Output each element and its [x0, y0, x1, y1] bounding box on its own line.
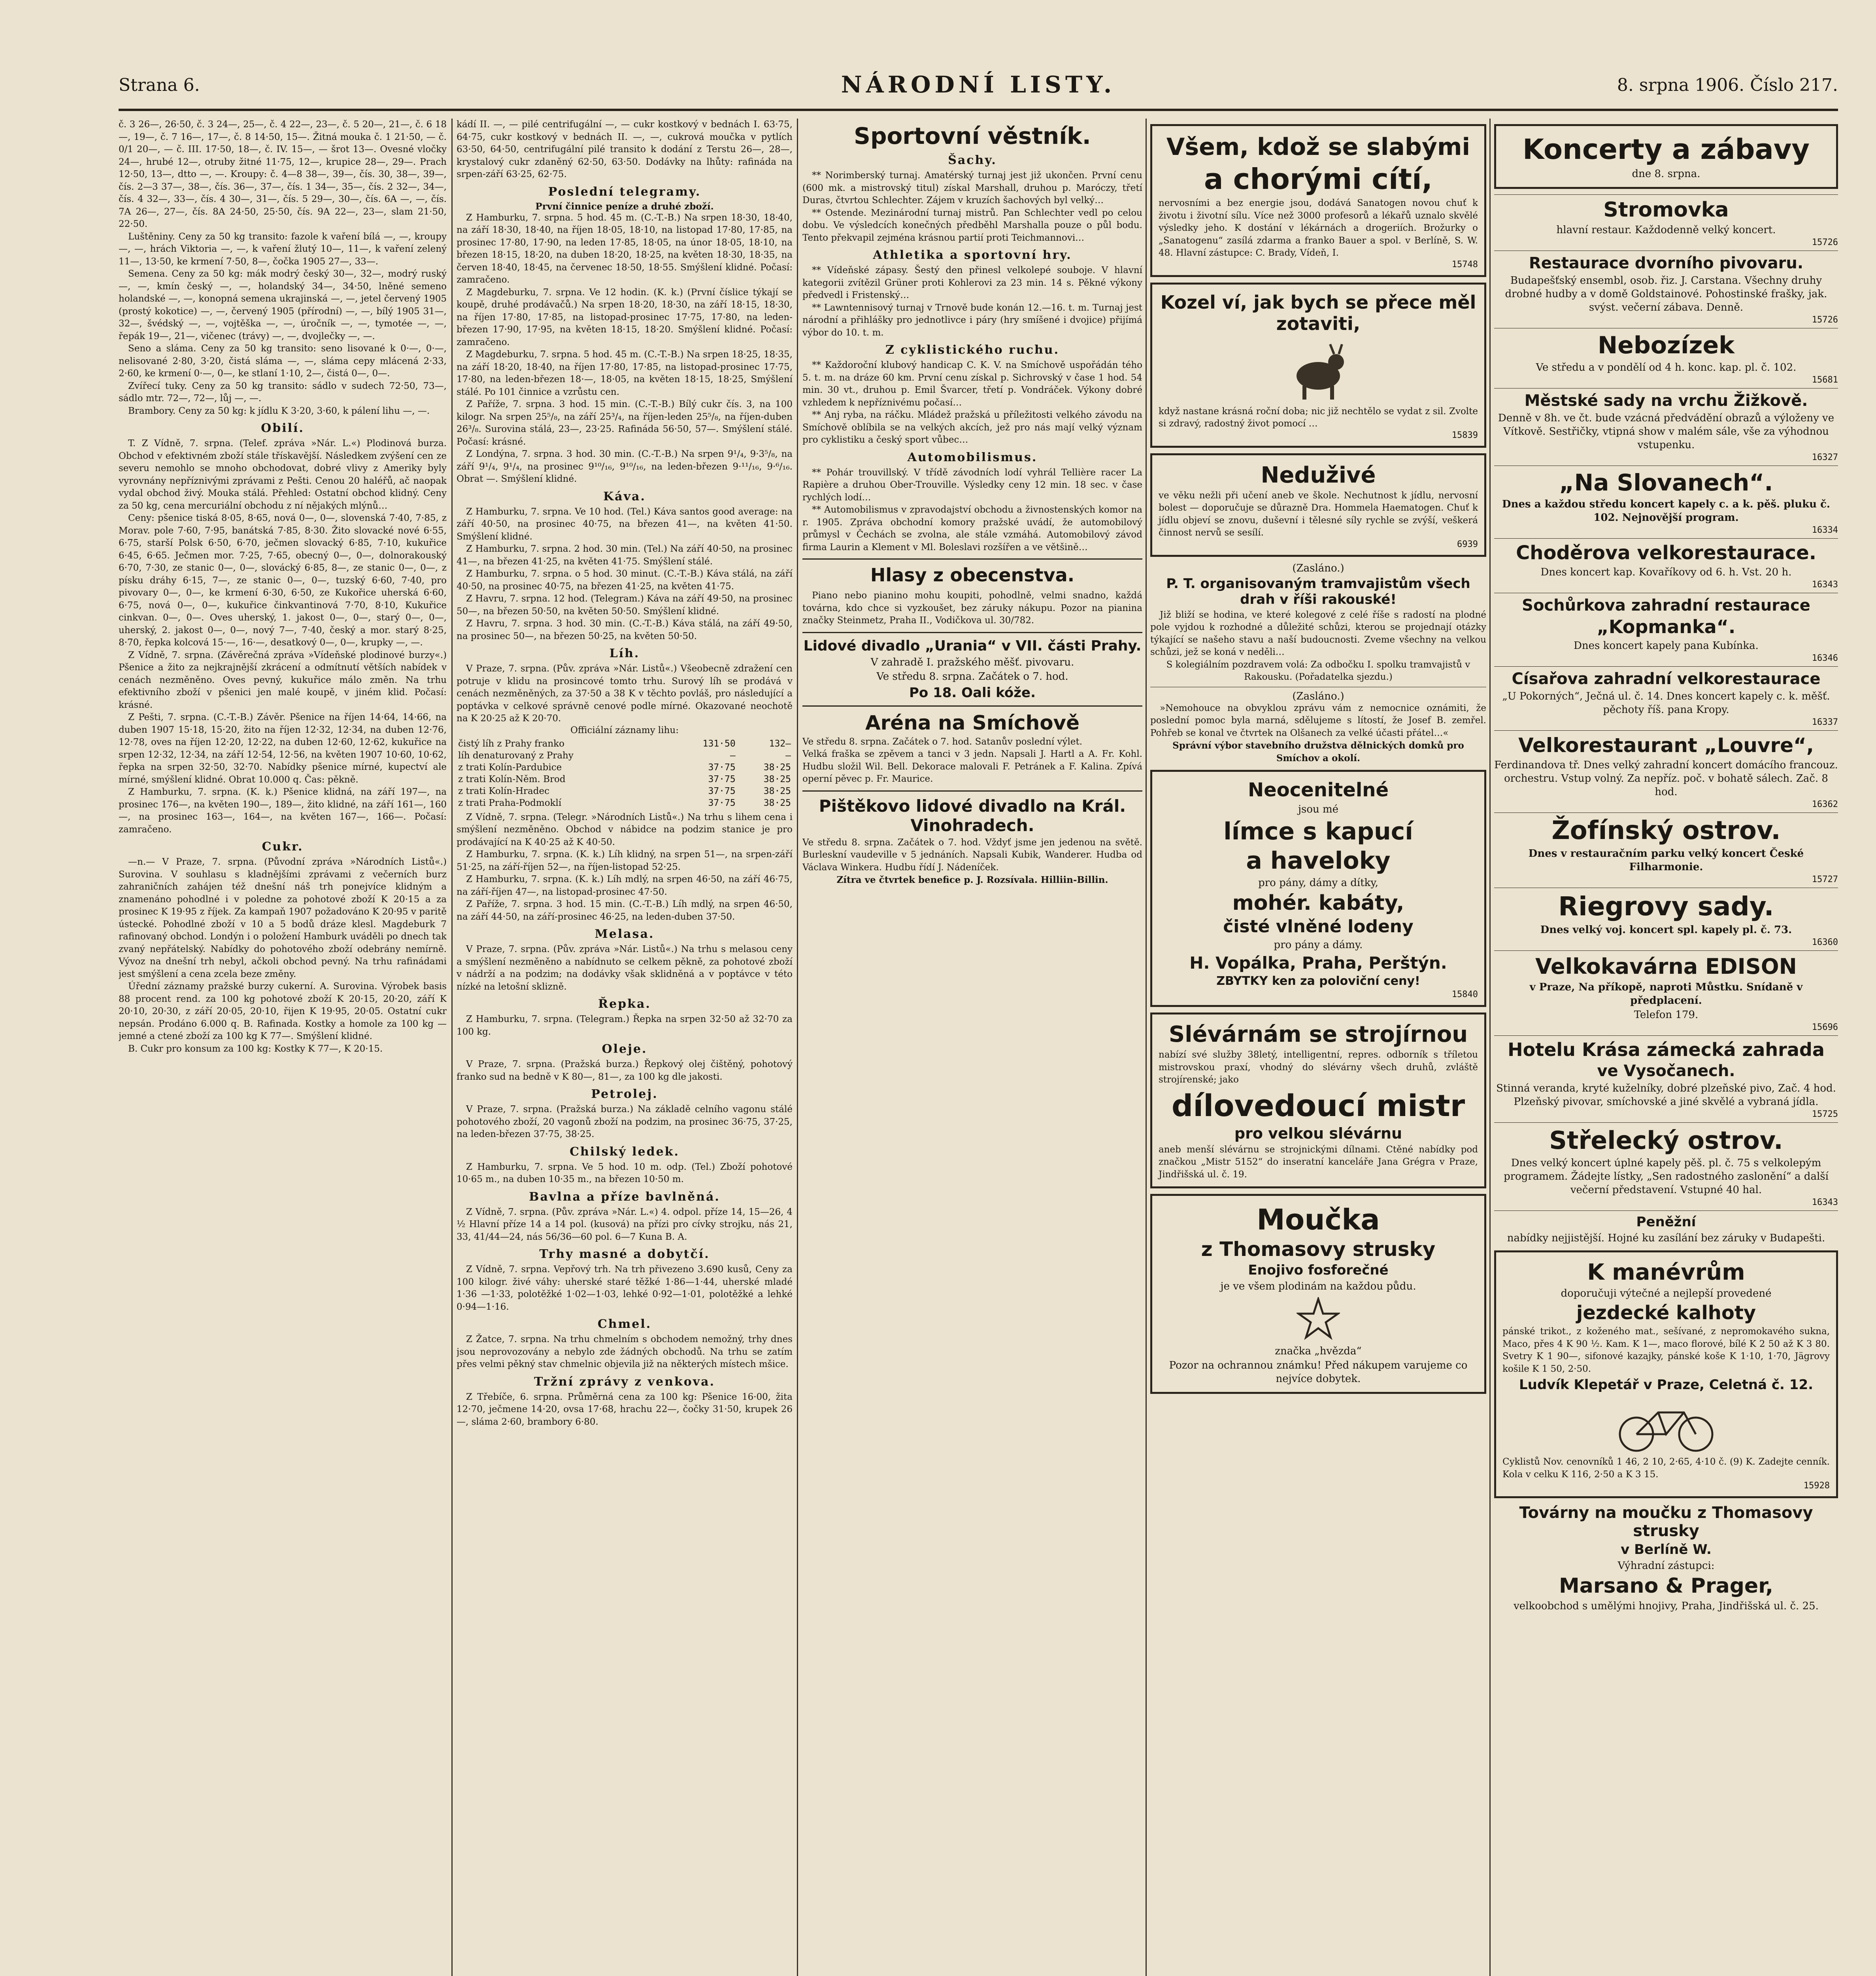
spirits-price: 131·50	[702, 738, 736, 749]
ad-big: dílovedoucí mistr	[1171, 1088, 1465, 1123]
athletics-2: ** Lawntennisový turnaj v Trnově bude konán 12.—16. t. m. Turnaj jest národní a přihlášky pro jednotlivce i páry (hry smíšené i dvojice) přijímá výbor do 10. t. m.	[802, 302, 1142, 338]
spirits-origin: z trati Kolín-Hradec	[458, 786, 549, 796]
venue-text: Dnes velký koncert úplné kapely pěš. pl. č. 75 s velkolepým programem. Žádejte lístky, „Sen radostného zaslonění“ a další večerní představení. Vstupné 40 hal.	[1504, 1157, 1829, 1196]
divider	[1494, 730, 1838, 731]
concerts-date: dne 8. srpna.	[1632, 168, 1700, 180]
masthead-rule	[119, 109, 1838, 111]
section-heading: Řepka.	[598, 997, 651, 1011]
spirits-origin: z trati Kolín-Pardubice	[458, 762, 562, 773]
venue-text: Denně v 8h. ve čt. bude vzácná předvádění obrazů a výloženy ve Vítkově. Sestřičky, vtipná show v malém sále, vše za výhodnou vstupenku.	[1498, 412, 1834, 451]
ad-title: Neduživé	[1261, 462, 1376, 488]
section-heading: Chilský ledek.	[570, 1144, 679, 1159]
spirits-table	[457, 738, 793, 809]
venue-title: Nebozízek	[1597, 332, 1735, 359]
ad-line: a haveloky	[1246, 847, 1391, 875]
ad-text: nervosními a bez energie jsou, dodává Sanatogen novou chuť k životu i životní sílu. Více než 3000 profesorů a lékařů uznalo skvělé výsledky jeho. K dostání v lékárnách a drogeriích. Brožurky o „Sanatogenu“ zasílá zdarma a franko Bauer a spol. v Berlíně, S. W. 48. Hlavní zástupce: C. Brady, Vídeň, I.	[1159, 198, 1478, 258]
venue-text: Ferdinandova tř. Dnes velký zahradní koncert domácího francouz. orchestru. Vstup volný. Za nepříz. poč. v bohatě sálech. Zač. 8 hod.	[1494, 759, 1838, 798]
ad-number: 15840	[1451, 990, 1478, 999]
ad-text: nabízí své služby 38letý, intelligentní, repres. odborník s tříletou mistrovskou praxí, vhodný do slévárny všech druhů, zvláště strojírenské; jako	[1159, 1050, 1478, 1085]
ad-text: je ve všem plodinám na každou půdu.	[1220, 1280, 1416, 1292]
hommel-ad	[1150, 453, 1486, 557]
cattle-market: Z Vídně, 7. srpna. Vepřový trh. Na trh přivezeno 3.690 kusů, Ceny za 100 kilogr. živé váhy: uherské staré těžké 1·86—1·44, uherské mladé 1·36 —1·33, polotěžké 1·02—1·03, lehké 0·92—1·01, polotěžké a lehké 0·94—1·16.	[457, 1264, 793, 1312]
ad-title: Všem, kdož se slabými	[1166, 133, 1470, 161]
notice-sign: Správní výbor stavebního družstva dělnických domků pro Smíchov a okolí.	[1172, 740, 1464, 764]
ad-sub: jezdecké kalhoty	[1576, 1302, 1756, 1324]
divider	[1494, 1210, 1838, 1211]
spirits-row	[457, 797, 793, 809]
cotton: Z Vídně, 7. srpna. (Pův. zpráva »Nár. L.«) 4. odpol. příze 14, 15—26, 4 ½ Hlavní příze 14 a 14 pol. (kusová) na přízi pro cívky strojku, nás 21, 33, 41/44—24, nás 56/36—60 pol. 6—7 Kuna B. A.	[457, 1207, 793, 1242]
flour-prices: č. 3 26—, 26·50, č. 3 24—, 25—, č. 4 22—, 23—, č. 5 20—, 21—, č. 6 18—, 19—, č. 7 16—, 17—, č. 8 14·50, 15—. Žitná mouka č. 1 21·50, — č. 0/1 20—, — č. III. 17·50, 18—, č. IV. 15—, — šrot 13—. Ovesné vločky 24—, hrubé 12—, otruby žitné 11·75, 12—, krupice 28—, 29—. Prach 12·50, 13—, dtto —, —. Kroupy: č. 4—8 38—, 39—, čís. 30, 38—, 39—, čís. 2—3 37—, 38—, čís. 36—, 37—, čís. 1 34—, 35—, čís. 2 32—, 34—, čís. 4 32—, 33—, čís. 4 30—, 31—, čís. 5 29—, 30—, čís. 6A —, —, čís. 7A 26—, 27—, čís. 8A 24·50, 25·50, čís. 9A 22—, 23—, slam 21·50, 22·50.	[119, 119, 447, 229]
hay-prices: Seno a sláma. Ceny za 50 kg transito: seno lisované k 0·—, 0·—, nelisované 2·80, 3·20, čistá sláma —, —, sláma cepy mlácená 2·33, 2·60, ke krmení 0·—, 0—, ke stlaní 1·10, 2—, čistá 0—, 0—.	[119, 343, 447, 379]
ad-list: pánské trikot., z koženého mat., sešívané, z nepromokavého sukna, Maco, přes 4 K 90 ½. Kam. K 1—, maco florové, bílé K 2 50 až K 3 80. Svetry K 1 90—, sifonové kazajky, pánské koše K 1·10, 1·70, Jägrovy košile K 1 50, 2·50.	[1502, 1326, 1830, 1374]
section-heading: Šachy.	[948, 153, 997, 167]
ad-sign: Ludvík Klepetář v Praze, Celetná č. 12.	[1519, 1377, 1814, 1393]
section-heading: Káva.	[603, 489, 646, 503]
page-number: Strana 6.	[119, 75, 200, 95]
letters-heading: Hlasy z obecenstva.	[870, 564, 1075, 586]
pistek-heading: Pištěkovo lidové divadlo na Král. Vinohradech.	[819, 796, 1126, 835]
column-sport	[802, 119, 1142, 1976]
spirits-row	[457, 738, 793, 750]
ad-note: Pozor na ochrannou známku! Před nákupem varujeme co nejvíce dobytek.	[1169, 1359, 1468, 1385]
divider	[1494, 950, 1838, 951]
spirits-row	[457, 773, 793, 785]
theatre-date: Ve středu 8. srpna. Začátek o 7. hod.	[876, 670, 1068, 683]
ad-number: 6939	[1457, 539, 1478, 549]
factory-agent: Marsano & Prager,	[1559, 1574, 1773, 1598]
arena-date: Ve středu 8. srpna. Začátek o 7. hod. Satanův poslední výlet.	[802, 736, 1083, 747]
spirits-price: 37·75	[708, 774, 736, 784]
grain-prices: Ceny: pšenice tiská 8·05, 8·65, nová 0—, 0—, slovenská 7·40, 7·85, z Morav. pole 7·60, 7·95, banátská 7·85, 8·30. Žito slovacké nové 6·55, 6·75, starší Polsk 6·50, 6·70, ječmen slovacký 6·85, 7·10, kukuřice 6·45, 6·65. Ječmen mor. 7·25, 7·65, obecný 0—, 0—, dolnorakouský 6·70, 7·30, ze stanic 0—, 0—, slovácký 6·85, 8—, ze stanic 0—, 0—, z písku dráhy 6·15, 7—, ze stanic 0—, 0—, tuzský 6·60, 7·40, pro pivovary 0—, 0—, ke krmení 6·30, 6·50, ze Kukořice uherská 6·60, 6·75, nová 0—, 0—, kukuřice činkvantinová 7·70, 8·10, Kukuřice cinkvan. 0—, 0—. Oves uherský, 1. jakost 0—, 0—, starý 0—, 0—, uherský, 2. jakost 0—, 0—, nový 7—, 7·40, český a mor. starý 8·25, 8·70, řepka kolcová 15·—, 16·—, desatkový 0—, 0—, krupky —, —.	[119, 513, 447, 648]
factory-label: Výhradní zástupci:	[1617, 1560, 1715, 1572]
theatre-venue: V zahradě I. pražského měšť. pivovaru.	[870, 656, 1074, 668]
arena-heading: Aréna na Smíchově	[865, 711, 1080, 734]
venue-number: 15681	[1812, 375, 1838, 385]
subheading: První činnice peníze a druhé zboží.	[535, 201, 714, 212]
manoeuvre-ad	[1494, 1250, 1838, 1498]
sent-in-label: (Zasláno.)	[1292, 562, 1344, 574]
venue-title: Velkorestaurant „Louvre“,	[1518, 734, 1814, 757]
goat-illustration-icon	[1287, 338, 1350, 402]
ad-number: 15748	[1451, 259, 1478, 270]
venue-number: 15727	[1812, 875, 1838, 884]
ad-text: když nastane krásná roční doba; nic již nechtělo se vydat z sil. Zvolte si zdravý, radostný život pomocí …	[1159, 406, 1478, 429]
rapeseed: Z Hamburku, 7. srpna. (Telegram.) Řepka na srpen 32·50 až 32·70 za 100 kg.	[457, 1014, 793, 1037]
spirits-price: 38·25	[763, 798, 791, 808]
divider	[1494, 538, 1838, 539]
newspaper-title: NÁRODNÍ LISTY.	[841, 71, 1116, 98]
spirits-price: 37·75	[708, 786, 736, 796]
hamburg-sugar: Z Hamburku, 7. srpna. 5 hod. 45 m. (C.-T.-B.) Na srpen 18·30, 18·40, na září 18·30, 18·40, na říjen 18·05, 18·10, na listopad 17·80, 17·85, na prosinec 17·80, 17·90, na leden 17·85, 18·05, na únor 18·05, 18·10, na březen 18·15, 18·20, na duben 18·20, 18·25, na květen 18·30, 18·35, na červen 18·40, 18·45, na červenec 18·50, 18·55. Smýšlení klidné. Počasí: zamračeno.	[457, 212, 793, 285]
column-rule	[451, 119, 453, 1976]
ad-title: Neocenitelné	[1248, 779, 1389, 801]
venue-number: 16343	[1812, 1197, 1838, 1207]
masthead	[119, 71, 1838, 103]
section-heading: Automobilismus.	[907, 450, 1038, 464]
cycling-1: ** Každoroční klubový handicap C. K. V. na Smíchově uspořádán tého 5. t. m. na dráze 60 km. První cenu získal p. Sichrovský v čase 1 hod. 54 min. 30 vt., druhou p. Emil Švarcer, třetí p. Vondráček. Výkony dobré vzhledem k nepříznivému počasí…	[802, 360, 1142, 408]
concerts-box	[1494, 124, 1838, 189]
venue-number: 16334	[1812, 525, 1838, 535]
column-telegrams	[457, 119, 793, 1976]
spirits-vienna: Z Vídně, 7. srpna. (Telegr. »Národních Listů«.) Na trhu s lihem cena i smýšlení nezměněno. Obchod v nábidce na podzim stanice je pro prodávající na K 40·25 až K 40·50.	[457, 812, 793, 847]
venue-title: Restaurace dvorního pivovaru.	[1529, 254, 1804, 272]
ad-title: Slévárnám se strojírnou	[1168, 1022, 1468, 1047]
magdeburg-sugar-2: Z Magdeburku, 7. srpna. 5 hod. 45 m. (C.-T.-B.) Na srpen 18·25, 18·35, na září 18·20, 18·40, na říjen 17·80, 17·85, na listopad-prosinec 17·75, 17·80, na leden-březen 18·—, 18·05, na květen 18·15, 18·25, Smýšlení stálé. Po 101 činnice a vzrůstu cen.	[457, 349, 793, 397]
money-title: Peněžní	[1636, 1214, 1696, 1230]
venue-subtitle: ve Vysočanech.	[1597, 1062, 1735, 1080]
ad-bike-text: Cyklistů Nov. cenovníků 1 46, 2 10, 2·65, 4·10 č. (9) K. Zadejte cenník. Kola v celku K 116, 2·50 a K 3 15.	[1502, 1457, 1830, 1480]
ad-line: límce s kapucí	[1223, 818, 1413, 845]
section-heading: Oleje.	[602, 1042, 647, 1056]
spirits-price: —	[785, 750, 791, 761]
london-sugar: Z Londýna, 7. srpna. 3 hod. 30 min. (C.-T.-B.) Na srpen 9¹/₄, 9·3⁵/₈, na září 9¹/₄, 9¹/₄, na prosinec 9¹⁰/₁₆, 9¹⁰/₁₆, na leden-březen 9·¹¹/₁₆, 9·⁶/₁₆. Obrat —. Smýšlení klidné.	[457, 449, 793, 484]
spirits-row	[457, 762, 793, 773]
vopalka-ad	[1150, 770, 1486, 1007]
section-heading: Trhy masné a dobytčí.	[539, 1247, 710, 1261]
column-ads-1	[1150, 119, 1486, 1976]
venue-title: Hotelu Krása zámecká zahrada	[1508, 1039, 1825, 1060]
section-heading: Cukr.	[262, 840, 304, 854]
spirits-row	[457, 785, 793, 797]
column-rule	[1489, 119, 1491, 1976]
venue-number: 16327	[1812, 453, 1838, 462]
venue-number: 16346	[1812, 653, 1838, 663]
coffee-havre-2: Z Havru, 7. srpna. 3 hod. 30 min. (C.-T.-B.) Káva stálá, na září 49·50, na prosinec 50—, na březen 50·25, na květen 50·50.	[457, 618, 793, 641]
column-ads-2	[1494, 119, 1838, 1976]
venue-text: Budapešťský ensembl, osob. řiz. J. Carstana. Všechny druhy drobné hudby a v domě Goldstainové. Pohostinské frašky, jak. svýst. večerní zábava. Denně.	[1505, 275, 1827, 313]
money-text: nabídky nejjistější. Hojné ku zasílání bez záruky v Budapešti.	[1507, 1232, 1825, 1244]
divider	[1494, 194, 1838, 195]
spirits-origin: z trati Kolín-Něm. Brod	[458, 774, 566, 784]
hamburg-report: Z Hamburku, 7. srpna. (K. k.) Pšenice klidná, na září 197—, na prosinec 176—, na květen 190—, 189—, žito klidné, na září 161—, 160—, na prosinec 163—, 164—, na květen 167—, 166—. Počasí: zamračeno.	[119, 787, 447, 835]
spirits-paris: Z Paříže, 7. srpna. 3 hod. 15 min. (C.-T.-B.) Líh mdlý, na srpen 46·50, na září 44·50, na září-prosinec 46·25, na leden-duben 37·50.	[457, 899, 793, 922]
coffee-2: Z Hamburku, 7. srpna. 2 hod. 30 min. (Tel.) Na září 40·50, na prosinec 41—, na březen 41·25, na květen 41·75. Smýšlení stálé.	[457, 544, 793, 567]
venue-text: Ve středu a v pondělí od 4 h. konc. kap. pl. č. 102.	[1536, 362, 1797, 373]
ad-number: 15928	[1803, 1481, 1830, 1491]
section-heading: Petrolej.	[591, 1087, 658, 1101]
divider	[802, 632, 1142, 633]
spirits-row	[457, 750, 793, 762]
pistek-tail: Zítra ve čtvrtek benefice p. J. Rozsívala. Hilliin-Billin.	[836, 875, 1108, 885]
letters-1: Piano nebo pianino mohu koupiti, pohodlně, velmi snadno, každá továrna, kdo chce si vyzkoušet, bez záruky nákupu. Pozor na pianina značky Steinmetz, Praha II., Vodičkova ul. 30/782.	[802, 590, 1142, 626]
hops: Z Žatce, 7. srpna. Na trhu chmelním s obchodem nemožný, trhy dnes jsou neprovozovány a nebylo zde žádných obchodů. Na trhu se zatím přes velmi pěkný stav chmelnic objevila již na některých místech mšice.	[457, 1334, 793, 1369]
venue-title: Městské sady na vrchu Žižkově.	[1524, 392, 1808, 410]
ad-line: čisté vlněné lodeny	[1223, 916, 1414, 937]
divider	[1494, 1122, 1838, 1123]
ad-side: Enojivo fosforečné	[1248, 1262, 1389, 1278]
pistek-text: Ve středu 8. srpna. Začátek o 7. hod. Vždyť jsme jen jedenou na světě. Burleskní vaudeville v 5 jednáních. Napsali Kubik, Wanderer. Hudba od Václava Winkera. Hudbu řídí J. Nádeníček.	[802, 837, 1142, 873]
section-heading: Bavlna a příze bavlněná.	[529, 1190, 720, 1204]
venue-text: Dnes velký voj. koncert spl. kapely pl. č. 73.	[1540, 924, 1792, 936]
section-heading: Tržní zprávy z venkova.	[534, 1375, 715, 1389]
spirits-hamburg-2: Z Hamburku, 7. srpna. (K. k.) Líh mdlý, na srpen 46·50, na září 46·75, na září-říjen 47—, na listopad-prosinec 47·50.	[457, 874, 793, 897]
fats-prices: Zvířecí tuky. Ceny za 50 kg transito: sádlo v sudech 72·50, 73—, sádlo mtr. 72—, 72—, lůj —, —.	[119, 381, 447, 403]
spirits-price: 37·75	[708, 798, 736, 808]
venue-phone: Telefon 179.	[1634, 1009, 1699, 1021]
athletics-1: ** Vídeňské zápasy. Šestý den přinesl velkolepé souboje. V hlavní kategorii zvítězil Grüner proti Kohlerovi za 23 min. 14 s. Pěkné výkony předvedl i Fristenský…	[802, 265, 1142, 300]
factory-address: velkoobchod s umělými hnojivy, Praha, Jindřišská ul. č. 25.	[1514, 1600, 1819, 1612]
ad-sub: pro velkou slévárnu	[1234, 1124, 1402, 1142]
venue-title: „Na Slovanech“.	[1559, 469, 1773, 496]
sent-in-label: (Zasláno.)	[1292, 690, 1344, 702]
sugar-continued: kádí II. —, — pilé centrifugální —, — cukr kostkový v bednách I. 63·75, 64·75, cukr kostkový v bednách II. —, —, cukrová moučka v pytlích 63·50, 64·50, centrifugální pilé transito k dodání z Terstu 26—, 28—, krystalový cukr zdaněný 62·50, 63·50. Dodávky na lhůty: rafináda na srpen-září 63·25, 62·75.	[457, 119, 793, 179]
ad-tail: aneb menší slévárnu se strojnickými dílnami. Ctěné nabídky pod značkou „Mistr 5152“ do inseratní kanceláře Jana Grégra v Praze, Jindřišská ul. č. 19.	[1159, 1144, 1478, 1180]
potato-prices: Brambory. Ceny za 50 kg: k jídlu K 3·20, 3·60, k pálení lihu —, —.	[128, 405, 430, 416]
arena-text: Velká fraška se zpěvem a tanci v 3 jedn. Napsali J. Hartl a A. Fr. Kohl. Hudbu složil Wil. Bell. Dekorace malovali F. Petránek a F. Kalina. Zpívá operní pěvec p. Fr. Maurice.	[802, 749, 1142, 784]
chess-2: ** Ostende. Mezinárodní turnaj mistrů. Pan Schlechter vedl po celou dobu. Ve výsledcích konečných předběhl Marshalla pouze o půl bodu. Tento překvapil zejména krásnou partií proti Teichmannovi…	[802, 207, 1142, 243]
ad-number: 15839	[1451, 430, 1478, 440]
provincial-markets: Z Třebíče, 6. srpna. Průměrná cena za 100 kg: Pšenice 16·00, žita 12·70, ječmene 14·20, ovsa 17·68, hrachu 22—, čočky 31·50, krupek 26—, sláma 2·60, brambory 6·80.	[457, 1391, 793, 1427]
spirits-price: 38·25	[763, 774, 791, 784]
spirits-price: 38·25	[763, 762, 791, 773]
column-rule	[797, 119, 798, 1976]
divider	[802, 790, 1142, 792]
paris-sugar: Z Paříže, 7. srpna. 3 hod. 15 min. (C.-T.-B.) Bílý cukr čís. 3, na 100 kilogr. Na srpen 25⁵/₈, na září 25³/₄, na říjen-leden 25⁵/₈, na říjen-duben 26³/₈. Surovina stálá, 23—, 23·25. Rafináda 56·50, 57—. Smýšlení stálé. Počasí: krásné.	[457, 399, 793, 447]
tram-text: Již bliží se hodina, ve které kolegové z celé říše s radostí na plodné pole vyjdou k rozhodné a důležité schůzi, kterou se projednají otázky týkající se našeho stavu a naší budoucnosti. Zveme všechny na velkou schůzi, jež se koná v neděli…	[1150, 609, 1486, 657]
factory-city: v Berlíně W.	[1621, 1542, 1712, 1557]
venue-title: Velkokavárna EDISON	[1535, 954, 1797, 979]
spirits-price: 132—	[769, 738, 791, 749]
venue-text: v Praze, Na příkopě, naproti Můstku. Snídaně v předplacení.	[1529, 981, 1803, 1007]
section-heading: Poslední telegramy.	[548, 185, 701, 199]
coffee-1: Z Hamburku, 7. srpna. Ve 10 hod. (Tel.) Káva santos good average: na září 40·50, na prosinec 40·75, na březen 41—, na květen 41·50. Smýšlení klidné.	[457, 506, 793, 542]
venue-title: Riegrovy sady.	[1558, 891, 1774, 922]
sugar-official: Úřední záznamy pražské burzy cukerní. A. Surovina. Výrobek basis 88 procent rend. za 100 kg pohotové zboží K 20·15, 20·20, září K 20·10, 20·30, z září 20·05, 20·10, řijen K 19·95, 20·05. Ostatní cukr nepsán. Prodáno 6.000 q. B. Rafinada. Kostky a homole za 100 kg — jemné a ctené zboží za 100 kg K 77—. Smýšlení klidné.	[119, 981, 447, 1041]
vienna-report: Z Vídně, 7. srpna. (Závěrečná zpráva »Vídeňské plodinové burzy«.) Pšenice a žito za nejkrajnější zkrácení a odmítnutí větších nabídek v cenách nezměněno. Oves pevný, kukuřice málo změn. Na trhu efektivního zboží v pšenici jen malé koupě, v jiném klid. Počasí: krásné.	[119, 650, 447, 710]
petroleum: V Praze, 7. srpna. (Pražská burza.) Na základě celního vagonu stálé pohotového zboží, 20 vagonů zboží na podzim, na prosinec 36·75, 37·25, na leden-březen 37·75, 38·25.	[457, 1104, 793, 1139]
ad-line: pro pány a dámy.	[1274, 939, 1363, 951]
spirits-price: —	[730, 750, 736, 761]
budapest-report: Z Pešti, 7. srpna. (C.-T.-B.) Závěr. Pšenice na říjen 14·64, 14·66, na duben 1907 15·18, 15·20, žito na říjen 12·32, 12·34, na duben 12·76, 12·78, oves na říjen 12·20, 12·22, na duben 12·60, 12·62, kukuřice na srpen 12·32, 12·34, na září 12·54, 12·56, na květen 1907 10·60, 10·62, řepka na srpen 32·50, 32·70. Nabídky pšenice mírné, kupectví ale mírné, smýšlení klidné. Obrat 10.000 q. Čas: pěkně.	[119, 712, 447, 785]
column-commodity-prices	[119, 119, 447, 1976]
theatre-heading: Lidové divadlo „Urania“ v VII. části Prahy.	[803, 637, 1142, 654]
theatre-play: Po 18. Oali kóže.	[909, 684, 1036, 701]
venue-text: Dnes a každou středu koncert kapely c. a k. pěš. pluku č. 102. Nejnovější program.	[1502, 498, 1830, 524]
venue-title: Císařova zahradní velkorestaurace	[1512, 670, 1821, 688]
grain-report: T. Z Vídně, 7. srpna. (Telef. zpráva »Nár. L.«) Plodinová burza. Obchod v efektivném zboží stále třískavější. Následkem zvýšení cen ze severu nemohlo se mnoho obchodovat, dobré vlivy z Ameriky byly vyrovnány nepříznivými zprávami z Pešti. Cenou 20 haléřů, ač naopak vydal obchod živý. Mouka stálá. Přehled: Ostatní obchod klidný. Ceny za 50 kg, cena mercuriální obchodu z ní nějakých mlýnů…	[119, 438, 447, 511]
legumes-prices: Luštěniny. Ceny za 50 kg transito: fazole k vaření bílá —, —, kroupy —, —, hrách Viktoria —, —, k vaření žlutý 10—, 11—, k vaření zelený 11—, 13·50, ke krmení 7·50, 8—, čočka 1905 27—, 33—.	[119, 231, 447, 267]
sport-heading: Sportovní věstník.	[854, 123, 1091, 149]
venue-title: Sochůrkova zahradní restaurace	[1522, 596, 1810, 615]
venue-title: Choděrova velkorestaurace.	[1516, 542, 1816, 564]
divider	[1494, 1035, 1838, 1036]
sugar-report: —n.— V Praze, 7. srpna. (Původní zpráva »Národních Listů«.) Surovina. V souhlasu s kladnějšími zprávami z večerních burz zahraničních zahájen též dnešní náš trh ponejvíce klidným a znamenáno pohodlné i v poledne za pohotové zboží K 20·15 a za prosinec K 19·95 z říjek. Za kampaň 1907 požadováno K 20·95 v paritě ústecké. Pohodlné zboží v 10 a 5 bodů dráze klesl. Magdeburk 7 rafinovaný obchod. Londýn i o položení Hamburk uváděli po dnech tak zvaný nepřátelský. Nabídky do pohotového zboží odebrány nemírně. Vývoz na dnešní trh nebyl, ačkoli obchod pevný. Na trhu rafinádami jest smýšlení a cena zcela beze změny.	[119, 857, 447, 979]
spirits-hamburg: Z Hamburku, 7. srpna. (K. k.) Líh klidný, na srpen 51—, na srpen-září 51·25, na září-říjen 52—, na říjen-listopad 52·25.	[457, 849, 793, 872]
ad-text: doporučuji výtečné a nejlepší provedené	[1561, 1288, 1772, 1299]
spirits-origin: líh denaturovaný z Prahy	[458, 750, 574, 761]
concerts-heading: Koncerty a zábavy	[1522, 133, 1810, 166]
ad-title: Moučka	[1257, 1203, 1380, 1236]
coffee-havre-1: Z Havru, 7. srpna. 12 hod. (Telegram.) Káva na září 49·50, na prosinec 50—, na březen 50·50, na květen 50·50. Smýšlení klidné.	[457, 594, 793, 617]
thomas-ad	[1150, 1194, 1486, 1394]
divider	[802, 705, 1142, 707]
bicycle-icon	[1615, 1397, 1717, 1452]
venue-number: 16360	[1812, 937, 1838, 947]
column-rule	[1146, 119, 1147, 1976]
venue-number: 15726	[1812, 315, 1838, 325]
ad-line: ZBYTKY ken za poloviční ceny!	[1216, 974, 1420, 988]
chess-1: ** Norimberský turnaj. Amatérský turnaj jest již ukončen. První cenu (600 mk. a mistrovský titul) získal Marshall, druhou p. Maróczy, třetí Duras, čtvrtou Schlechter. Zájem v kruzích šachových byl velký…	[802, 170, 1142, 206]
molasses: V Praze, 7. srpna. (Pův. zpráva »Nár. Listů«.) Na trhu s melasou ceny a smýšlení nezměněno a nabídnuto se celkem pěkně, za pohotové zboží v nádrží a na podzim; na dodávky však sklidněná a v poptávce v této nízké na letošní sklizně.	[457, 944, 793, 992]
ad-line: mohér. kabáty,	[1232, 891, 1404, 915]
section-heading: Athletika a sportovní hry.	[873, 248, 1072, 262]
notice-text: »Nemohouce na obvyklou zprávu vám z nemocnice oznámiti, že poslední pomoc byla marná, sdělujeme s lítostí, že Josef B. zemřel. Pohřeb se konal ve čtvrtek na Olšanech za velké účasti přátel…«	[1150, 703, 1486, 738]
coffee-3: Z Hamburku, 7. srpna. o 5 hod. 30 minut. (C.-T.-B.) Káva stálá, na září 40·50, na prosinec 40·75, na březen 41·25, na květen 41·75.	[457, 569, 793, 592]
venue-number: 15726	[1812, 238, 1838, 247]
oils: V Praze, 7. srpna. (Pražská burza.) Řepkový olej čištěný, pohotový franko sud na bedně v K 80—, 81—, za 100 kg dle jakosti.	[457, 1059, 793, 1082]
sugar-consumption: B. Cukr pro konsum za 100 kg: Kostky K 77—, K 20·15.	[128, 1043, 383, 1054]
ad-line: jsou mé	[1298, 803, 1339, 815]
ad-title-2: z Thomasovy strusky	[1201, 1238, 1436, 1261]
foundry-ad	[1150, 1013, 1486, 1188]
sanatogen-ad	[1150, 124, 1486, 277]
tram-heading: P. T. organisovaným tramvajistům všech drah v říši rakouské!	[1166, 575, 1470, 607]
seeds-prices: Semena. Ceny za 50 kg: mák modrý český 30—, 32—, modrý ruský —, —, kmín český —, —, holandský 34—, 34·50, lněné semeno holandské —, —, konopná semena ukrajinská —, —, jetel červený 1905 (prostý kokotice) —, —, červený 1905 (přírodní) —, —, bílý 1905 31—, 32—, švédský —, —, vojtěška —, —, úročník —, —, tymotée —, —, řepák 19—, 21—, vičenec (trávy) —, —, dvojlečky —, —.	[119, 269, 447, 341]
spirits-origin: z trati Praha-Podmoklí	[458, 798, 562, 808]
venue-title: Žofínský ostrov.	[1551, 816, 1781, 845]
venue-subtitle: „Kopmanka“.	[1597, 616, 1736, 637]
divider	[1494, 666, 1838, 667]
divider	[802, 558, 1142, 560]
venue-title: Stromovka	[1603, 198, 1729, 222]
spirits-price: 37·75	[708, 762, 736, 773]
venue-number: 16343	[1812, 580, 1838, 590]
ad-title: K manévrům	[1587, 1260, 1745, 1285]
venue-text: hlavní restaur. Každodenně velký koncert.	[1556, 224, 1776, 236]
section-heading: Melasa.	[595, 927, 655, 941]
goat-ad	[1150, 283, 1486, 448]
venue-text: Stinná veranda, kryté kuželníky, dobré plzeňské pivo, Zač. 4 hod. Plzeňský pivovar, smíchovské a jiné skvělé a vybraná jídla.	[1496, 1082, 1836, 1108]
section-heading: Líh.	[609, 647, 640, 660]
ad-line: pro pány, dámy a dítky,	[1258, 877, 1378, 889]
venue-number: 15696	[1812, 1022, 1838, 1032]
spirits-price: 38·25	[763, 786, 791, 796]
magdeburg-sugar: Z Magdeburku, 7. srpna. Ve 12 hodin. (K. k.) (První číslice týkají se koupě, druhé prodávačů.) Na srpen 18·20, 18·30, na září 18·15, 18·30, na říjen 17·80, 17·85, na listopad-prosinec 17·75, 17·80, na leden-březen 17·90, 17·95, na květen 18·15, 18·20. Smýšlení klidné. Počasí: zamračeno.	[457, 287, 793, 347]
venue-text: Dnes koncert kapely pana Kubínka.	[1574, 640, 1759, 652]
venue-number: 16337	[1812, 717, 1838, 727]
tram-sign: S kolegiálním pozdravem volá: Za odbočku I. spolku tramvajistů v Rakousku. (Pořadatelka sjezdu.)	[1166, 659, 1470, 682]
issue-date: 8. srpna 1906. Číslo 217.	[1617, 75, 1838, 95]
section-heading: Z cyklistického ruchu.	[885, 343, 1060, 357]
auto-2: ** Automobilismus v zpravodajství obchodu a živnostenských komor na r. 1905. Zpráva obchodní komory pražské uvádí, že automobilový průmysl v Čechách se zvolna, ale stále vzmáhá. Automobilový závod firma Laurin a Klement v Ml. Boleslavi rozšířen a ve většině…	[802, 505, 1142, 552]
venue-text: Dnes koncert kap. Kovaříkovy od 6. h. Vst. 20 h.	[1540, 566, 1792, 578]
section-heading: Obilí.	[261, 421, 304, 435]
spirits-origin: čistý líh z Prahy franko	[458, 738, 564, 749]
ad-title-2: a chorými cítí,	[1204, 162, 1433, 196]
table-caption: Officiální záznamy lihu:	[570, 725, 679, 735]
auto-1: ** Pohár trouvillský. V třídě závodních lodí vyhrál Tellière racer La Rapière a druhou Ober-Trouville. Výsledky ceny 12 min. 18 sec. v čase rychlých lodí…	[802, 467, 1142, 503]
venue-text: „U Pokorných“, Ječná ul. č. 14. Dnes koncert kapely c. k. měšť. pěchoty říš. pana Kropy.	[1502, 690, 1830, 716]
venue-title: Střelecký ostrov.	[1549, 1126, 1783, 1155]
ad-line: H. Vopálka, Praha, Perštýn.	[1189, 953, 1447, 973]
ad-mark: značka „hvězda“	[1275, 1345, 1362, 1357]
ad-title: Kozel ví, jak bych se přece měl zotaviti,	[1160, 291, 1476, 334]
venue-text: Dnes v restauračním parku velký koncert České Filharmonie.	[1528, 848, 1804, 873]
nitrate: Z Hamburku, 7. srpna. Ve 5 hod. 10 m. odp. (Tel.) Zboží pohotové 10·65 m., na duben 10·35 m., na březen 10·50 m.	[457, 1161, 793, 1184]
section-heading: Chmel.	[597, 1317, 652, 1331]
venue-number: 15725	[1812, 1109, 1838, 1119]
ad-text: ve věku nežli při učení aneb ve škole. Nechutnost k jídlu, nervosní bolest — doporučuje se důrazně Dra. Hommela Haematogen. Chuť k jídlu objeví se znovu, duševní i tělesné síly rychle se zvýší, veškerá činnost nervů se sesílí.	[1159, 490, 1478, 538]
factory-title: Továrny na moučku z Thomasovy strusky	[1519, 1504, 1813, 1540]
venue-number: 16362	[1812, 799, 1838, 809]
cycling-2: ** Anj ryba, na ráčku. Mládež pražská u příležitosti velkého závodu na Smíchově oblíbila se na velkých akcích, jež pro nás mají velký význam pro cyklistiku a český sport vůbec…	[802, 410, 1142, 445]
star-trademark-icon	[1297, 1297, 1340, 1341]
spirits-report: V Praze, 7. srpna. (Pův. zpráva »Nár. Listů«.) Všeobecně zdražení cen potruje v klidu na prosincové tomto trhu. Surový líh se prodává v cenách nezměněných, za 37·50 a 38 K v těchto povláš, pro následující a poptávka v celkové správně cenové podle mírné. Okazované neochotě na K 20·25 až K 20·70.	[457, 664, 793, 724]
